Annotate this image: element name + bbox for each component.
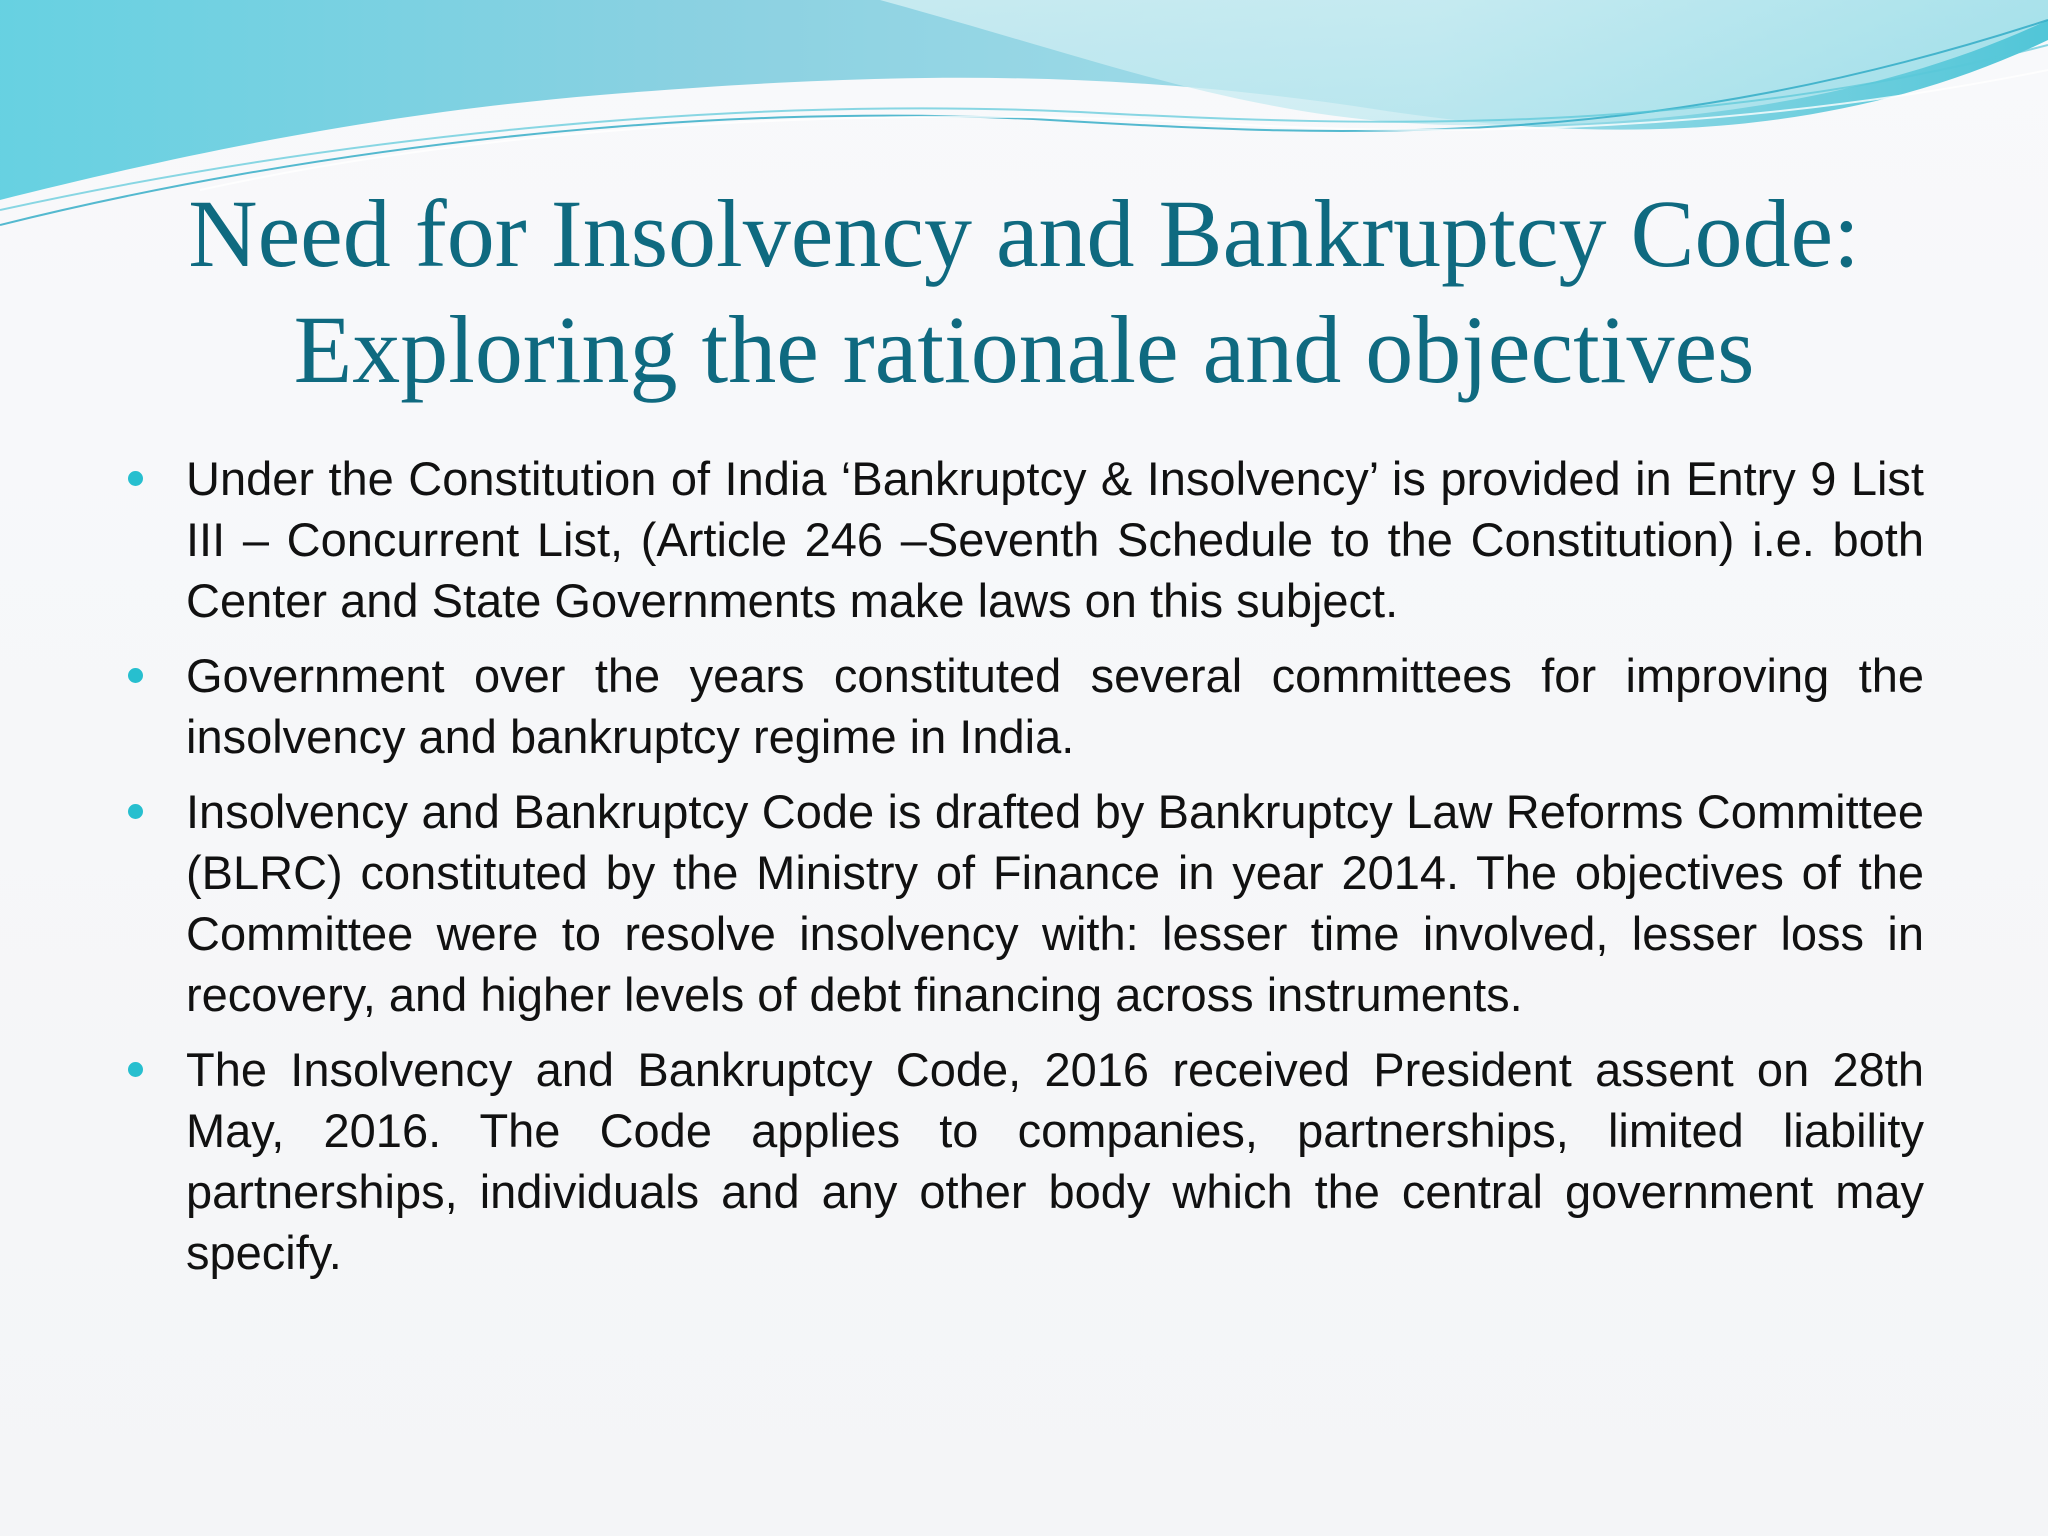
slide-title-line-1: Need for Insolvency and Bankruptcy Code:: [188, 180, 1860, 287]
bullet-dot-icon: [128, 1062, 143, 1077]
bullet-text: Under the Constitution of India ‘Bankruptcy & Insolvency’ is provided in Entry 9 List III – Concurrent List, (Article 246 –Seventh Schedule to the Constitution) i.e. both Center and State Governments make laws on this subject.: [186, 452, 1924, 627]
bullet-list: [126, 448, 1924, 1297]
slide-title-line-2: Exploring the rationale and objectives: [293, 296, 1755, 403]
bullet-item-committees: [126, 645, 1924, 767]
bullet-item-constitution: [126, 448, 1924, 631]
bullet-item-blrc: [126, 781, 1924, 1025]
bullet-item-assent: [126, 1039, 1924, 1283]
bullet-dot-icon: [128, 804, 143, 819]
bullet-text: Government over the years constituted several committees for improving the insolvency and bankruptcy regime in India.: [186, 649, 1924, 763]
bullet-dot-icon: [128, 471, 143, 486]
bullet-dot-icon: [128, 668, 143, 683]
slide-title: [80, 176, 1968, 408]
bullet-text: The Insolvency and Bankruptcy Code, 2016 received President assent on 28th May, 2016. The Code applies to companies, partnerships, limited liability partnerships, individuals and any other body which the central government may specify.: [186, 1043, 1924, 1279]
bullet-text: Insolvency and Bankruptcy Code is drafted by Bankruptcy Law Reforms Committee (BLRC) constituted by the Ministry of Finance in year 2014. The objectives of the Committee were to resolve insolvency with: lesser time involved, lesser loss in recovery, and higher levels of debt financing across instruments.: [186, 785, 1924, 1021]
